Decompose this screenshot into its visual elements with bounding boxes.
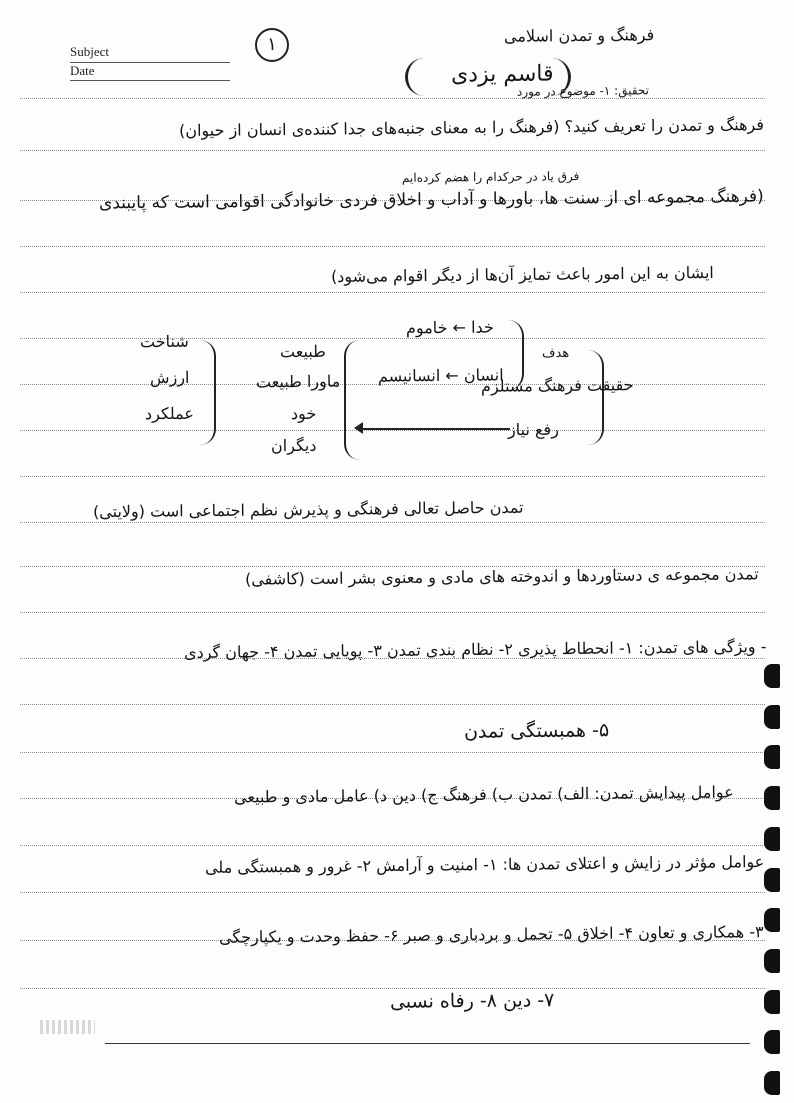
text-line: ایشان به این امور باعث تمایز آن‌ها از دیگر اقوام می‌شود) [331,262,715,287]
ruled-line [20,246,765,247]
date-line [70,80,230,81]
binder-hole [764,786,780,810]
diagram-brace-outcomes [200,340,216,445]
text-line-note: فرق یاد در حرکدام را هضم کرده‌ایم [401,169,580,185]
footer-rule [105,1043,750,1044]
diagram-brace-goal [508,320,524,390]
diagram-need-1: طبیعت [280,341,327,362]
diagram-brace-needs [344,340,360,460]
binder-hole [764,908,780,932]
faint-stamp [40,1020,95,1034]
diagram-need-3: خود [290,403,317,424]
binder-hole [764,868,780,892]
text-line: ۳- همکاری و تعاون ۴- اخلاق ۵- تحمل و بردباری و صبر ۶- حفظ وحدت و یکپارچگی [219,922,765,947]
binder-hole [764,705,780,729]
text-line: (فرهنگ مجموعه ای از سنت ها، باورها و آداب و اخلاق فردی خانوادگی اقوامی است که پایبندی [99,186,765,214]
diagram-outcome-1: شناخت [140,331,190,352]
ruled-line [20,612,765,613]
ruled-line [20,845,765,846]
ruled-line [20,522,765,523]
course-title: فرهنگ و تمدن اسلامی [503,25,655,46]
diagram-main: حقیقت فرهنگ مستلزم [481,375,635,396]
ruled-line [20,292,765,293]
author-name: قاسم یزدی [451,61,555,88]
binder-hole [764,1030,780,1054]
ruled-line [20,752,765,753]
text-line: - ویژگی های تمدن: ۱- انحطاط پذیری ۲- نظام بندی تمدن ۳- پویایی تمدن ۴- جهان گردی [183,636,767,663]
diagram-need-2: ماورا طبیعت [255,371,341,392]
diagram-need-4: دیگران [270,435,317,456]
text-line: ۷- دین ۸- رفاه نسبی [389,989,555,1013]
diagram-arrow [362,428,510,430]
ruled-line [20,430,765,431]
text-line: ۵- همبستگی تمدن [463,719,610,743]
diagram-goal-label: هدف [541,345,570,362]
subject-label: Subject [70,44,109,59]
ruled-line [20,892,765,893]
diagram-brace-main [588,350,604,445]
binder-hole [764,1071,780,1095]
ruled-line [20,476,765,477]
page-number: ۱ [255,28,289,62]
ruled-line [20,98,765,99]
diagram-goal-1: خدا ← خاموم [406,317,495,338]
ruled-line [20,150,765,151]
date-label: Date [70,63,95,78]
binder-hole [764,664,780,688]
ruled-line [20,988,765,989]
text-line: تمدن حاصل تعالی فرهنگی و پذیرش نظم اجتماعی است (ولایتی) [93,497,525,522]
ruled-line [20,704,765,705]
text-line: تمدن مجموعه ی دستاوردها و اندوخته های مادی و معنوی بشر است (کاشفی) [245,564,760,589]
binder-hole [764,949,780,973]
diagram-goal-2: انسان ← انسانیسم [378,365,505,386]
diagram-outcome-3: عملکرد [145,403,195,424]
text-line: عوامل پیدایش تمدن: الف) تمدن ب) فرهنگ ج) دین د) عامل مادی و طبیعی [234,782,735,807]
binder-hole [764,990,780,1014]
diagram-outcome-2: ارزش [149,367,190,388]
text-line: فرهنگ و تمدن را تعریف کنید؟ (فرهنگ را به معنای جنبه‌های جدا کننده‌ی انسان از حیوان) [178,114,765,141]
binder-hole [764,745,780,769]
research-note: تحقیق: ۱- موضوع در مورد [516,83,650,99]
diagram-removal-label: رفع نیاز [508,419,560,440]
binder-hole [764,827,780,851]
ruled-line [20,338,765,339]
text-line: عوامل مؤثر در زایش و اعتلای تمدن ها: ۱- امنیت و آرامش ۲- غرور و همبستگی ملی [204,852,765,877]
